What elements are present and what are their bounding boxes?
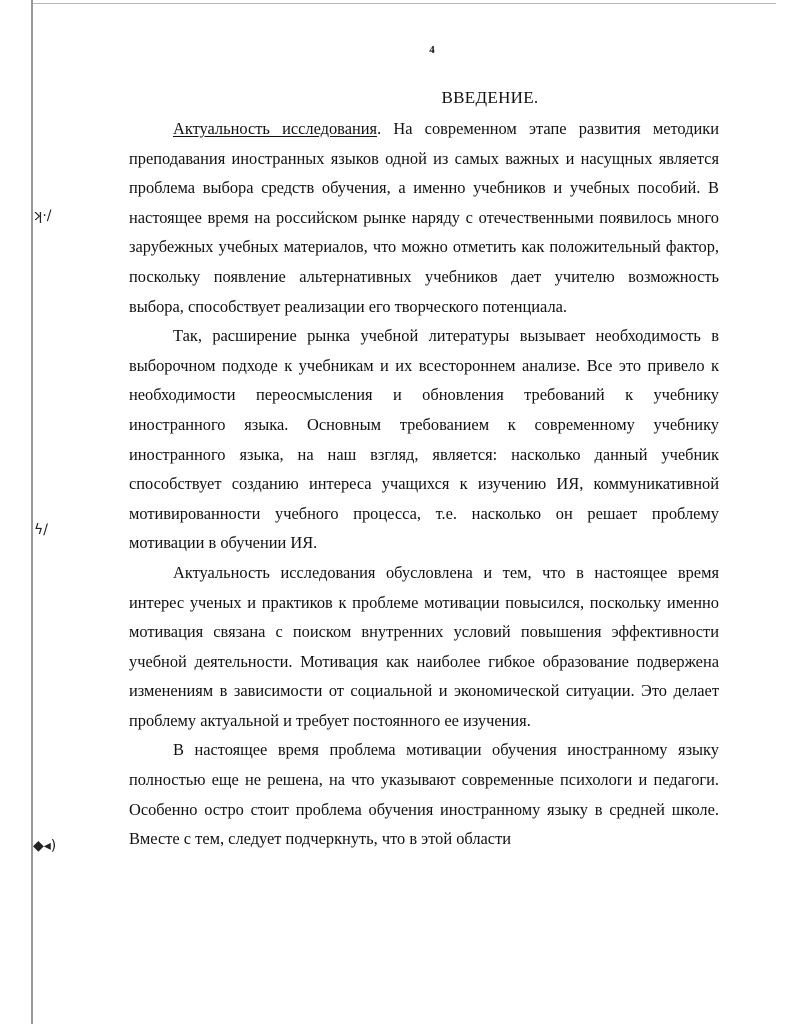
scan-left-edge: [31, 0, 33, 1024]
margin-scribble-1: ʞ·/: [33, 208, 52, 224]
paragraph-motivation-interest: Актуальность исследования обусловлена и тем, что в настоящее время интерес ученых и практиков к проблеме мотивации повысился, поскольку именно мотивация связана с поиском внутренних условий повышения эффективности учебной деятельности. Мотивация как наиболее гибкое образование подвержена изменениям в зависимости от социальной и экономической ситуации. Это делает проблему актуальной и требует постоянного ее изучения.: [129, 562, 719, 730]
scan-top-edge: [31, 3, 776, 4]
paragraph-market: Так, расширение рынка учебной литературы вызывает необходимость в выборочном подходе к учебникам и их всестороннем анализе. Все это привело к необходимости переосмысления и обновления требований к учебнику иностранного языка. Основным требованием к современному учебнику иностранного языка, на наш взгляд, является: насколько данный учебник способствует созданию интереса учащихся к изучению ИЯ, коммуникативной мотивированности учебного процесса, т.е. насколько он решает проблему мотивации в обучении ИЯ.: [129, 326, 719, 553]
margin-scribble-3: ◆◂): [33, 838, 57, 854]
paragraph-current-problem: В настоящее время проблема мотивации обучения иностранному языку полностью еще не решена, на что указывают современные психологи и педагоги. Особенно остро стоит проблема обучения иностранному языку в средней школе. Вместе с тем, следует подчеркнуть, что в этой области: [129, 740, 719, 849]
paragraph-1-text: . На современном этапе развития методики преподавания иностранных языков одной из самых важных и насущных является проблема выбора средств обучения, а именно учебников и учебных пособий. В настоящее время на российском рынке наряду с отечественными появилось много зарубежных учебных материалов, что можно отметить как положительный фактор, поскольку появление альтернативных учебников дает учителю возможность выбора, способствует реализации его творческого потенциала.: [129, 119, 720, 316]
page-number: 4: [429, 44, 435, 56]
paragraph-relevance: [129, 114, 719, 321]
body-text: [129, 114, 719, 854]
section-heading: ВВЕДЕНИЕ.: [441, 88, 539, 107]
paragraph-lead-underlined: Актуальность исследования: [173, 119, 378, 138]
margin-scribble-2: ϟ/: [34, 522, 48, 538]
